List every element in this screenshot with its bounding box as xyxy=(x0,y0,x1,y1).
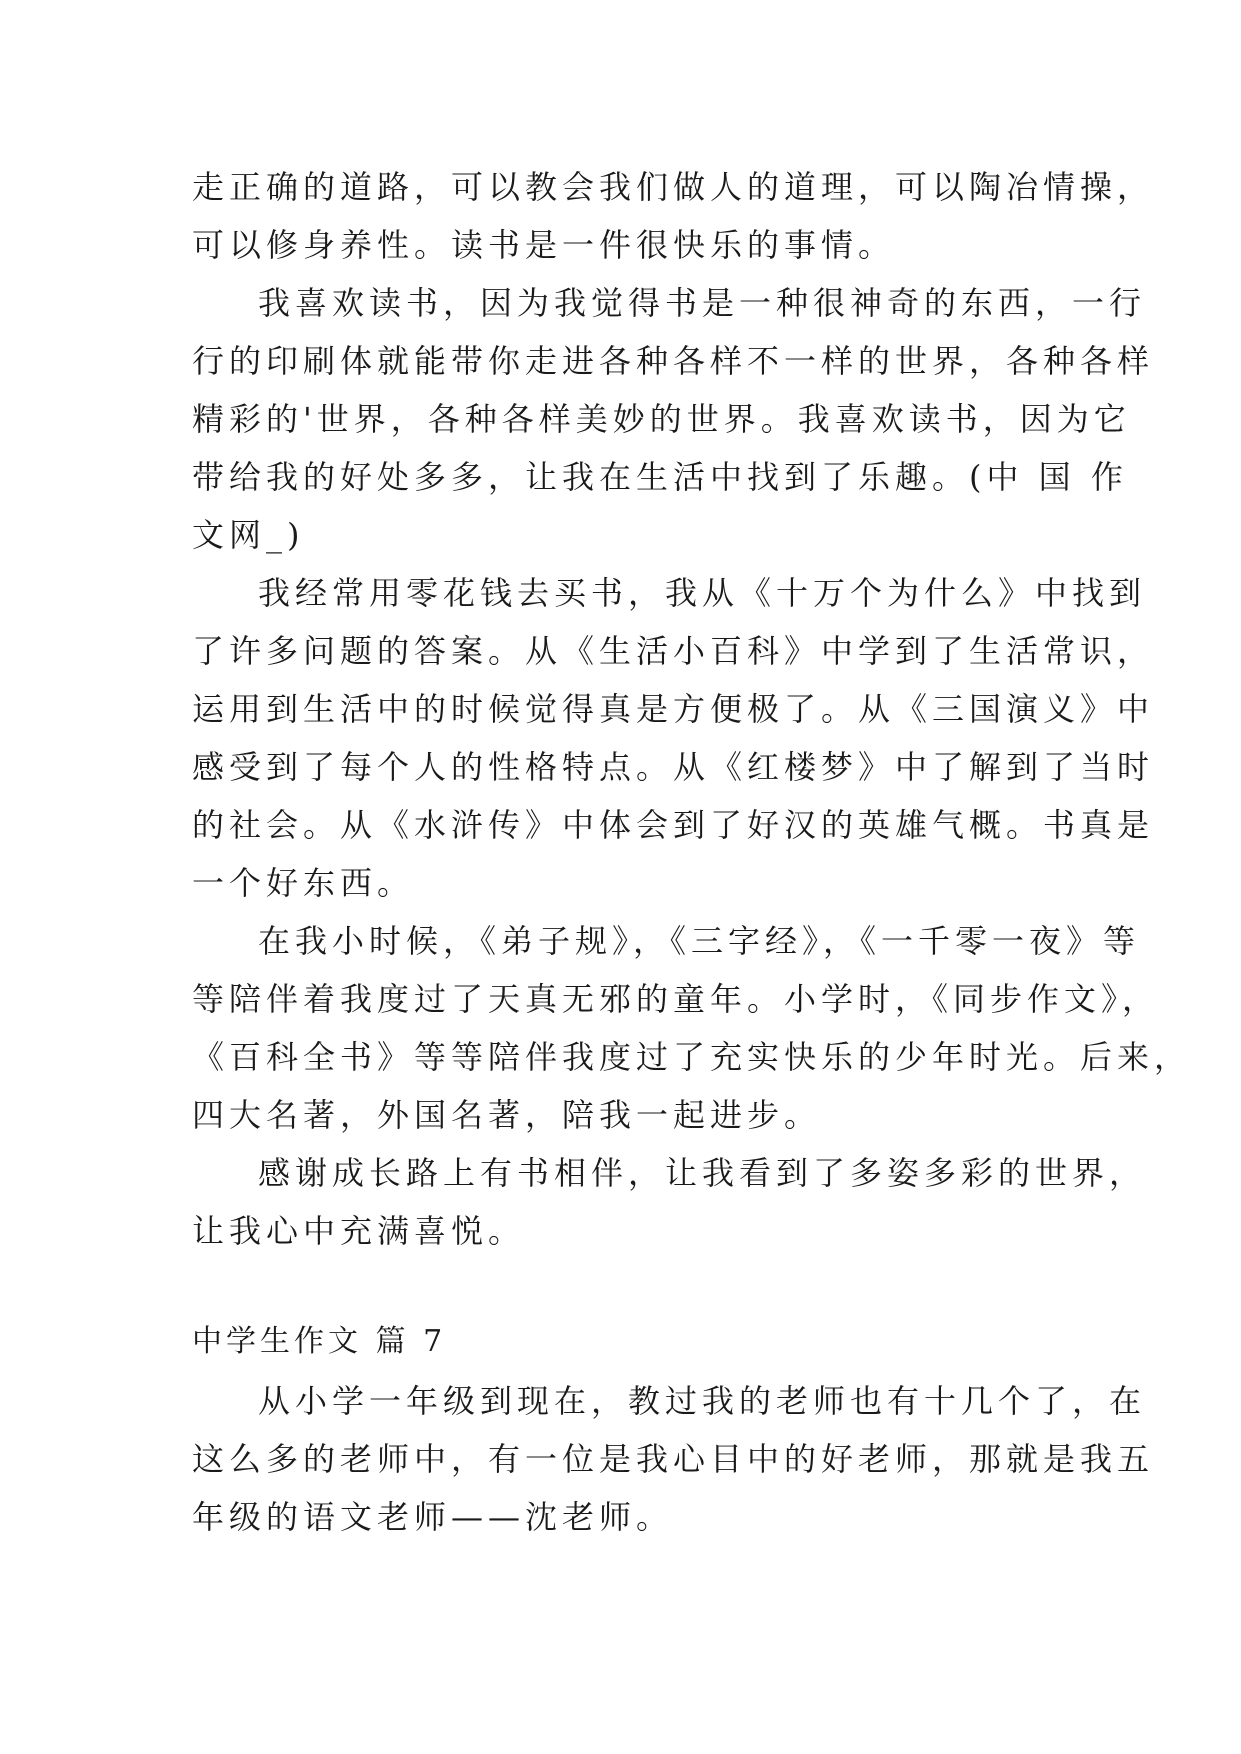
text-line: 《百科全书》等等陪伴我度过了充实快乐的少年时光。后来， xyxy=(192,1038,1192,1076)
paragraph-start-line: 我喜欢读书，因为我觉得书是一种很神奇的东西，一行 xyxy=(258,284,1147,322)
text-line: 行的印刷体就能带你走进各种各样不一样的世界，各种各样 xyxy=(192,342,1155,380)
essay-body xyxy=(192,158,1192,1260)
text-line: 的社会。从《水浒传》中体会到了好汉的英雄气概。书真是 xyxy=(192,806,1155,844)
paragraph-start-line: 我经常用零花钱去买书，我从《十万个为什么》中找到 xyxy=(258,574,1147,612)
text-line: 四大名著，外国名著，陪我一起进步。 xyxy=(192,1096,822,1134)
section-heading-block xyxy=(192,1312,1060,1372)
text-line: 年级的语文老师——沈老师。 xyxy=(192,1498,674,1536)
text-line: 可以修身养性。读书是一件很快乐的事情。 xyxy=(192,226,896,264)
text-line: 了许多问题的答案。从《生活小百科》中学到了生活常识， xyxy=(192,632,1155,670)
text-line: 运用到生活中的时候觉得真是方便极了。从《三国演义》中 xyxy=(192,690,1155,728)
text-line: 带给我的好处多多，让我在生活中找到了乐趣。(中 国 作 xyxy=(192,458,1128,496)
text-line: 一个好东西。 xyxy=(192,864,415,902)
essay-body-continued xyxy=(192,1372,1155,1546)
paragraph-start-line: 从小学一年级到现在，教过我的老师也有十几个了，在 xyxy=(258,1382,1147,1420)
text-line: 精彩的'世界，各种各样美妙的世界。我喜欢读书，因为它 xyxy=(192,400,1131,438)
text-line: 等陪伴着我度过了天真无邪的童年。小学时，《同步作文》， xyxy=(192,980,1160,1018)
text-line: 走正确的道路，可以教会我们做人的道理，可以陶冶情操， xyxy=(192,168,1155,206)
section-heading: 中学生作文 篇 7 xyxy=(192,1324,447,1359)
text-line: 感受到了每个人的性格特点。从《红楼梦》中了解到了当时 xyxy=(192,748,1155,786)
text-line: 这么多的老师中，有一位是我心目中的好老师，那就是我五 xyxy=(192,1440,1155,1478)
text-line: 文网_) xyxy=(192,516,305,554)
paragraph-start-line: 在我小时候，《弟子规》，《三字经》，《一千零一夜》等 xyxy=(258,922,1141,960)
paragraph-start-line: 感谢成长路上有书相伴，让我看到了多姿多彩的世界， xyxy=(258,1154,1147,1192)
text-line: 让我心中充满喜悦。 xyxy=(192,1212,526,1250)
